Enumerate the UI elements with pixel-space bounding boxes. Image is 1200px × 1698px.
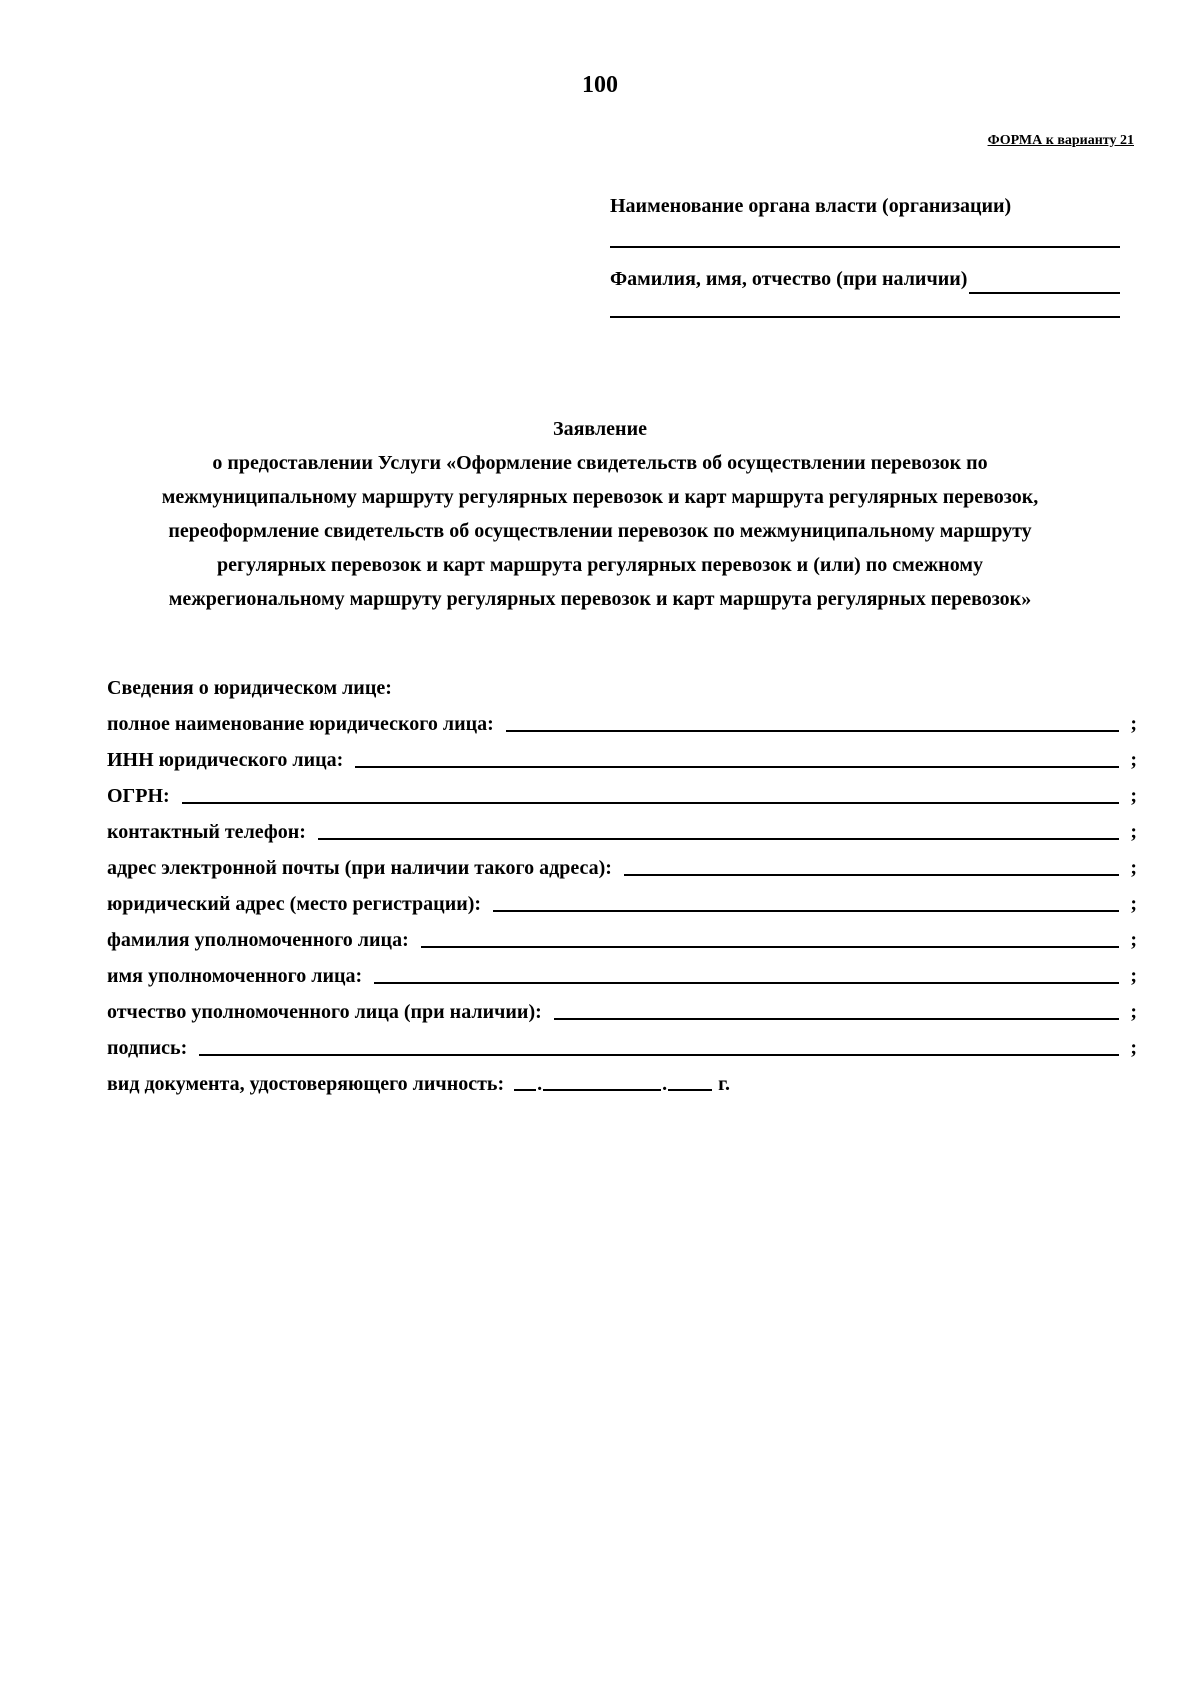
legal-entity-section-label: Сведения о юридическом лице: — [107, 677, 392, 699]
field-full-name — [107, 700, 1137, 736]
field-suffix: ; — [1130, 821, 1137, 843]
field-suffix: ; — [1130, 857, 1137, 879]
page-number: 100 — [582, 72, 618, 98]
authority-fio-row — [610, 264, 1120, 294]
field-label: юридический адрес (место регистрации): — [107, 893, 482, 915]
field-suffix: ; — [1130, 713, 1137, 735]
id-document-year-input[interactable] — [668, 1067, 712, 1091]
field-label: ОГРН: — [107, 785, 170, 807]
field-label: ИНН юридического лица: — [107, 749, 344, 771]
form-reference: ФОРМА к варианту 21 — [987, 133, 1134, 148]
field-suffix: ; — [1130, 1001, 1137, 1023]
field-suffix: ; — [1130, 893, 1137, 915]
date-separator: . — [537, 1073, 543, 1095]
authority-fio-input-line-2[interactable] — [610, 294, 1120, 318]
field-suffix: ; — [1130, 965, 1137, 987]
field-label: фамилия уполномоченного лица: — [107, 929, 409, 951]
field-label: вид документа, удостоверяющего личность: — [107, 1073, 505, 1095]
application-subject-line: регулярных перевозок и карт маршрута регулярных перевозок и (или) по смежному — [217, 554, 983, 576]
authority-org-label: Наименование органа власти (организации) — [610, 195, 1012, 217]
field-label: отчество уполномоченного лица (при наличии): — [107, 1001, 542, 1023]
field-agent-name — [107, 952, 1137, 988]
field-agent-surname — [107, 916, 1137, 952]
field-label: подпись: — [107, 1037, 188, 1059]
field-input-line[interactable] — [493, 886, 1119, 912]
field-input-line[interactable] — [318, 814, 1119, 840]
field-email — [107, 844, 1137, 880]
authority-block — [610, 188, 1120, 334]
year-suffix: г. — [718, 1073, 730, 1095]
field-suffix: ; — [1130, 749, 1137, 771]
field-input-line[interactable] — [421, 922, 1119, 948]
field-input-line[interactable] — [506, 706, 1119, 732]
legal-entity-section — [107, 664, 1137, 1096]
field-agent-patronymic — [107, 988, 1137, 1024]
field-input-line[interactable] — [199, 1030, 1119, 1056]
authority-org-input-line[interactable] — [610, 224, 1120, 248]
field-input-line[interactable] — [182, 778, 1119, 804]
field-id-document — [107, 1060, 1137, 1096]
application-subject-line: межмуниципальному маршруту регулярных перевозок и карт маршрута регулярных перевозок, — [161, 486, 1039, 508]
application-subject-line: переоформление свидетельств об осуществлении перевозок по межмуниципальному маршруту — [168, 520, 1032, 542]
authority-fio-input-line-1[interactable] — [969, 268, 1120, 294]
field-input-line[interactable] — [355, 742, 1119, 768]
field-input-line[interactable] — [624, 850, 1119, 876]
application-subject-line: межрегиональному маршруту регулярных перевозок и карт маршрута регулярных перевозок» — [168, 588, 1032, 610]
id-document-month-input[interactable] — [543, 1067, 661, 1091]
field-ogrn — [107, 772, 1137, 808]
field-suffix: ; — [1130, 929, 1137, 951]
id-document-day-input[interactable] — [514, 1067, 536, 1091]
authority-fio-label: Фамилия, имя, отчество (при наличии) — [610, 268, 968, 290]
date-separator: . — [662, 1073, 668, 1095]
field-phone — [107, 808, 1137, 844]
application-title — [100, 412, 1100, 616]
field-signature — [107, 1024, 1137, 1060]
field-suffix: ; — [1130, 1037, 1137, 1059]
application-subject-line: о предоставлении Услуги «Оформление свидетельств об осуществлении перевозок по — [212, 452, 988, 474]
field-inn — [107, 736, 1137, 772]
field-label: адрес электронной почты (при наличии такого адреса): — [107, 857, 612, 879]
field-input-line[interactable] — [554, 994, 1119, 1020]
field-label: имя уполномоченного лица: — [107, 965, 363, 987]
field-label: контактный телефон: — [107, 821, 306, 843]
field-label: полное наименование юридического лица: — [107, 713, 494, 735]
field-legal-address — [107, 880, 1137, 916]
application-heading: Заявление — [553, 418, 647, 440]
field-input-line[interactable] — [374, 958, 1119, 984]
field-suffix: ; — [1130, 785, 1137, 807]
